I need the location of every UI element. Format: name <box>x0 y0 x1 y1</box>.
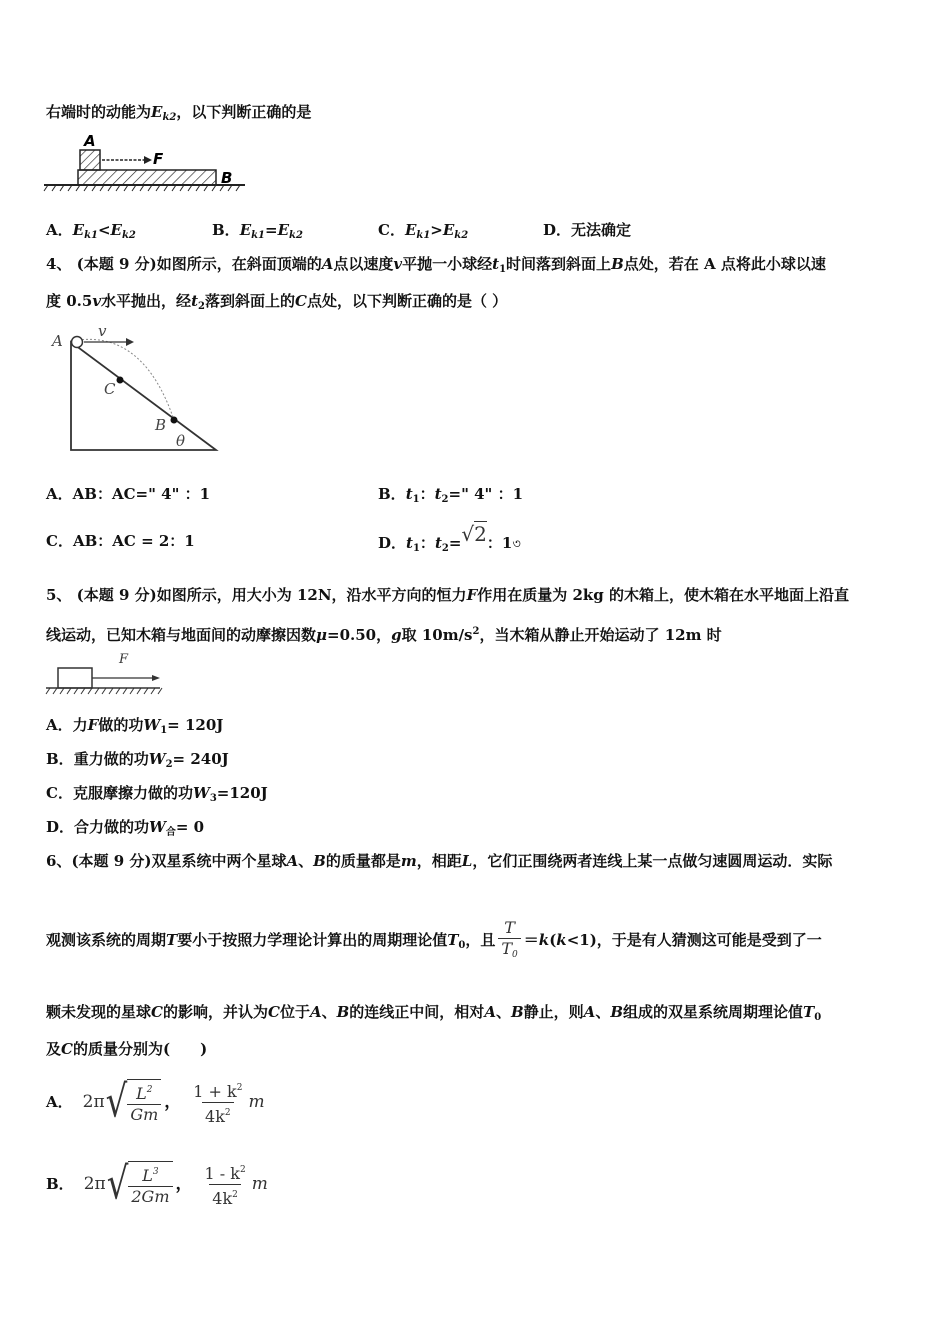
text: 合力做的功 <box>74 818 150 836</box>
text: 点处，以下判断正确的是（ ） <box>306 292 508 310</box>
mf-den-sup: 2 <box>224 1107 231 1118</box>
option-text: =" 4" ：1 <box>448 485 524 503</box>
var: T <box>447 931 459 949</box>
var: B <box>611 255 624 273</box>
q4-option-d[interactable] <box>378 522 521 559</box>
q6-line-3 <box>46 1002 821 1028</box>
mass-var: m <box>248 1092 265 1112</box>
text: 做的功 <box>98 716 144 734</box>
q4-line-1 <box>46 254 826 280</box>
option-label: B． <box>46 1175 74 1193</box>
den-var: T <box>501 938 513 958</box>
comma: ， <box>175 1174 193 1194</box>
q4-option-c[interactable] <box>46 531 195 551</box>
q5-line-1 <box>46 585 849 605</box>
text: 度 0.5 <box>46 292 93 310</box>
value: = 0 <box>175 818 205 836</box>
text: 力 <box>72 716 88 734</box>
mass-fraction <box>202 1160 249 1209</box>
option-var: E <box>404 221 417 239</box>
q4-option-b[interactable] <box>378 484 523 510</box>
q6-option-b[interactable] <box>46 1156 268 1212</box>
rad-den: 2Gm <box>128 1186 172 1207</box>
text: 的质量都是 <box>325 852 401 870</box>
var: k <box>538 931 550 949</box>
ground-hatch <box>46 688 162 694</box>
option-label: B． <box>212 221 240 239</box>
q3-option-a[interactable] <box>46 220 136 246</box>
option-var: E <box>277 221 290 239</box>
option-label: C． <box>378 221 405 239</box>
q5-line-2 <box>46 622 722 645</box>
option-sub: k1 <box>251 230 266 241</box>
sep: 、 <box>595 1003 611 1021</box>
var: B <box>313 852 326 870</box>
q6-line-4 <box>46 1039 207 1059</box>
sep: ： <box>419 485 435 503</box>
label-f: F <box>153 150 164 168</box>
option-op: < <box>97 221 111 239</box>
mf-den-sup: 2 <box>232 1189 238 1200</box>
text: 要小于按照力学理论计算出的周期理论值 <box>177 931 448 949</box>
text: 水平抛出，经 <box>101 292 192 310</box>
label-a: A <box>84 132 96 150</box>
mf-den: 4k <box>212 1188 233 1208</box>
sub: 1 <box>160 725 168 736</box>
q3-option-b[interactable] <box>212 220 303 246</box>
option-var: E <box>442 221 455 239</box>
var: C <box>294 292 307 310</box>
var: v <box>393 255 403 273</box>
q5-option-c[interactable] <box>46 783 268 809</box>
sqrt-symbol: √ <box>461 522 475 546</box>
sub: 1 <box>412 543 420 554</box>
formula-b <box>84 1160 268 1209</box>
var: T <box>803 1003 815 1021</box>
mf-num-sup: 2 <box>239 1164 246 1175</box>
q3-option-d[interactable] <box>543 220 631 240</box>
sep: 、 <box>495 1003 511 1021</box>
sep: ： <box>419 534 435 552</box>
text: (本题 9 分)双星系统中两个星球 <box>71 852 287 870</box>
board-b <box>78 170 216 185</box>
var: t <box>405 485 413 503</box>
option-sub: k2 <box>454 230 469 241</box>
q5-option-d[interactable] <box>46 817 204 843</box>
eq: = <box>448 534 462 552</box>
sub: 合 <box>165 827 176 838</box>
text: <1)，于是有人猜测这可能是受到了一 <box>566 931 822 949</box>
var: A <box>484 1003 496 1021</box>
mass-var: m <box>251 1174 268 1194</box>
var: C <box>267 1003 280 1021</box>
var: C <box>61 1040 73 1058</box>
label-c: C <box>104 380 116 398</box>
var: t <box>191 292 198 310</box>
text: 及 <box>46 1040 62 1058</box>
q5-option-b[interactable] <box>46 749 229 775</box>
option-label: C． <box>46 532 73 550</box>
text: 落到斜面上的 <box>204 292 295 310</box>
label-b: B <box>155 416 167 434</box>
var: g <box>391 626 402 644</box>
sqrt-icon: √ <box>105 1076 128 1128</box>
var: k <box>556 931 567 949</box>
q4-number: 4、 <box>46 255 72 273</box>
option-label: A． <box>46 716 73 734</box>
text: ，且 <box>465 931 496 949</box>
fraction-numerator: T <box>504 917 515 937</box>
formula-a <box>83 1078 265 1127</box>
option-text: 无法确定 <box>571 221 632 239</box>
stray-mark-icon: ৩ <box>512 537 521 552</box>
var: W <box>148 750 166 768</box>
text: ，相距 <box>416 852 462 870</box>
q3-option-c[interactable] <box>378 220 468 246</box>
intro-text: 右端时的动能为 <box>46 103 152 121</box>
option-label: A． <box>46 485 73 503</box>
value: = 120J <box>167 716 224 734</box>
sub: 2 <box>198 301 205 312</box>
sep: 、 <box>321 1003 337 1021</box>
sub: 1 <box>412 494 420 505</box>
text: 平抛一小球经 <box>402 255 493 273</box>
text: 组成的双星系统周期理论值 <box>623 1003 804 1021</box>
var: A <box>309 1003 322 1021</box>
var: t <box>434 534 442 552</box>
option-sub: k1 <box>416 230 431 241</box>
option-text: ：1 <box>486 534 513 552</box>
q6-number: 6、 <box>46 852 72 870</box>
var: t <box>434 485 442 503</box>
q6-option-a[interactable] <box>46 1074 265 1130</box>
option-label: A． <box>46 1093 73 1111</box>
mf-num-sup: 2 <box>236 1082 243 1093</box>
sub: 3 <box>209 793 217 804</box>
var: W <box>192 784 210 802</box>
var: m <box>400 852 417 870</box>
option-label: A． <box>46 221 73 239</box>
option-label: B． <box>46 750 74 768</box>
mf-den: 4k <box>205 1106 225 1126</box>
text: 的质量分别为( ) <box>72 1040 208 1058</box>
label-a: A <box>52 332 63 350</box>
den-sub: 0 <box>512 949 518 960</box>
label-b: B <box>221 169 233 187</box>
text: 观测该系统的周期 <box>46 931 167 949</box>
text: ，当木箱从静止开始运动了 12m 时 <box>479 626 722 644</box>
var: F <box>87 716 99 734</box>
option-label: D． <box>378 534 407 552</box>
var: B <box>336 1003 350 1021</box>
rad-den: Gm <box>127 1104 161 1125</box>
text: 线运动，已知木箱与地面间的动摩擦因数 <box>46 626 317 644</box>
rad-num: L <box>142 1166 153 1185</box>
option-op: > <box>430 221 443 239</box>
q5-number: 5、 <box>46 586 72 604</box>
ratio-fraction <box>498 918 520 965</box>
box-force-figure <box>44 650 169 700</box>
fraction-denominator <box>498 938 520 965</box>
label-f: F <box>119 652 129 667</box>
var: A <box>286 852 299 870</box>
option-var: E <box>110 221 122 239</box>
sup: 2 <box>472 626 480 637</box>
q6-line-1 <box>46 851 832 871</box>
var: t <box>492 255 500 273</box>
text: 克服摩擦力做的功 <box>72 784 193 802</box>
coef: 2π <box>83 1174 106 1194</box>
block-a <box>80 150 100 170</box>
value: = 240J <box>172 750 229 768</box>
mf-num: 1 + k <box>193 1081 237 1101</box>
q5-option-a[interactable] <box>46 715 223 741</box>
option-var: E <box>239 221 252 239</box>
q4-line-2 <box>46 291 507 317</box>
velocity-arrowhead <box>126 338 134 346</box>
option-text: AB：AC=" 4" ：1 <box>72 485 211 503</box>
var: W <box>149 818 166 836</box>
var: L <box>461 852 473 870</box>
option-sub: k2 <box>289 230 303 241</box>
text: 位于 <box>279 1003 310 1021</box>
block-board-figure <box>40 128 250 198</box>
mass-fraction <box>190 1078 245 1127</box>
incline-triangle <box>71 342 216 450</box>
intro-var-sub: k2 <box>162 112 177 123</box>
sub: 2 <box>165 759 173 770</box>
ball-a <box>72 337 83 348</box>
text: 静止，则 <box>523 1003 584 1021</box>
var: A <box>583 1003 596 1021</box>
sub: 2 <box>441 494 449 505</box>
text: 取 10m/s <box>401 626 473 644</box>
text: ＝ <box>523 931 539 949</box>
point-b <box>171 417 178 424</box>
text: 点处，若在 A 点将此小球以速 <box>623 255 826 273</box>
var: B <box>510 1003 524 1021</box>
text: 作用在质量为 2kg 的木箱上，使木箱在水平地面上沿直 <box>477 586 849 604</box>
intro-var: E <box>151 103 163 121</box>
text: 点以速度 <box>333 255 394 273</box>
comma: ， <box>164 1092 182 1112</box>
option-sub: k1 <box>84 230 98 241</box>
sep: 、 <box>298 852 314 870</box>
radicand <box>128 1161 172 1207</box>
text: =0.50， <box>327 626 392 644</box>
force-arrowhead <box>152 675 160 681</box>
sqrt-radicand: 2 <box>474 522 487 546</box>
force-arrowhead <box>144 156 152 164</box>
var: W <box>143 716 161 734</box>
option-label: D． <box>46 818 75 836</box>
sub: 0 <box>814 1012 822 1023</box>
sub: 1 <box>499 264 507 275</box>
text: ，它们正围绕两者连线上某一点做匀速圆周运动．实际 <box>472 852 833 870</box>
option-label: C． <box>46 784 73 802</box>
text: 时间落到斜面上 <box>506 255 612 273</box>
rad-num: L <box>136 1084 147 1103</box>
sub: 0 <box>458 940 466 951</box>
option-text: AB：AC = 2：1 <box>72 532 195 550</box>
label-theta: θ <box>176 432 186 450</box>
text: (本题 9 分)如图所示，在斜面顶端的 <box>76 255 322 273</box>
coef: 2π <box>82 1092 105 1112</box>
text: 的连线正中间，相对 <box>349 1003 485 1021</box>
text: 的影响，并认为 <box>162 1003 268 1021</box>
var: v <box>92 292 102 310</box>
sqrt-icon: √ <box>106 1158 129 1210</box>
sub: 2 <box>441 543 449 554</box>
text: (本题 9 分)如图所示，用大小为 12N，沿水平方向的恒力 <box>76 586 467 604</box>
label-v: v <box>98 322 107 340</box>
box <box>58 668 92 688</box>
var: F <box>466 586 478 604</box>
var: B <box>610 1003 624 1021</box>
option-var: E <box>72 221 85 239</box>
rad-num-sup: 3 <box>152 1167 159 1177</box>
text: 重力做的功 <box>73 750 149 768</box>
var: A <box>321 255 334 273</box>
radicand <box>127 1079 161 1125</box>
var: C <box>151 1003 163 1021</box>
rad-num-sup: 2 <box>146 1085 153 1095</box>
q6-line-2 <box>46 915 822 971</box>
option-label: B． <box>378 485 406 503</box>
option-label: D． <box>543 221 572 239</box>
text: ( <box>549 931 557 949</box>
var: μ <box>316 626 327 644</box>
var: t <box>406 534 413 552</box>
mf-num: 1 - k <box>204 1163 240 1183</box>
value: =120J <box>216 784 268 802</box>
q4-option-a[interactable] <box>46 484 210 504</box>
incline-figure <box>44 322 234 457</box>
intro-line <box>46 102 311 128</box>
var: T <box>166 931 178 949</box>
text: 颗未发现的星球 <box>46 1003 152 1021</box>
option-op: = <box>265 221 278 239</box>
point-c <box>117 377 124 384</box>
intro-tail: ，以下判断正确的是 <box>176 103 312 121</box>
option-sub: k2 <box>121 230 136 241</box>
